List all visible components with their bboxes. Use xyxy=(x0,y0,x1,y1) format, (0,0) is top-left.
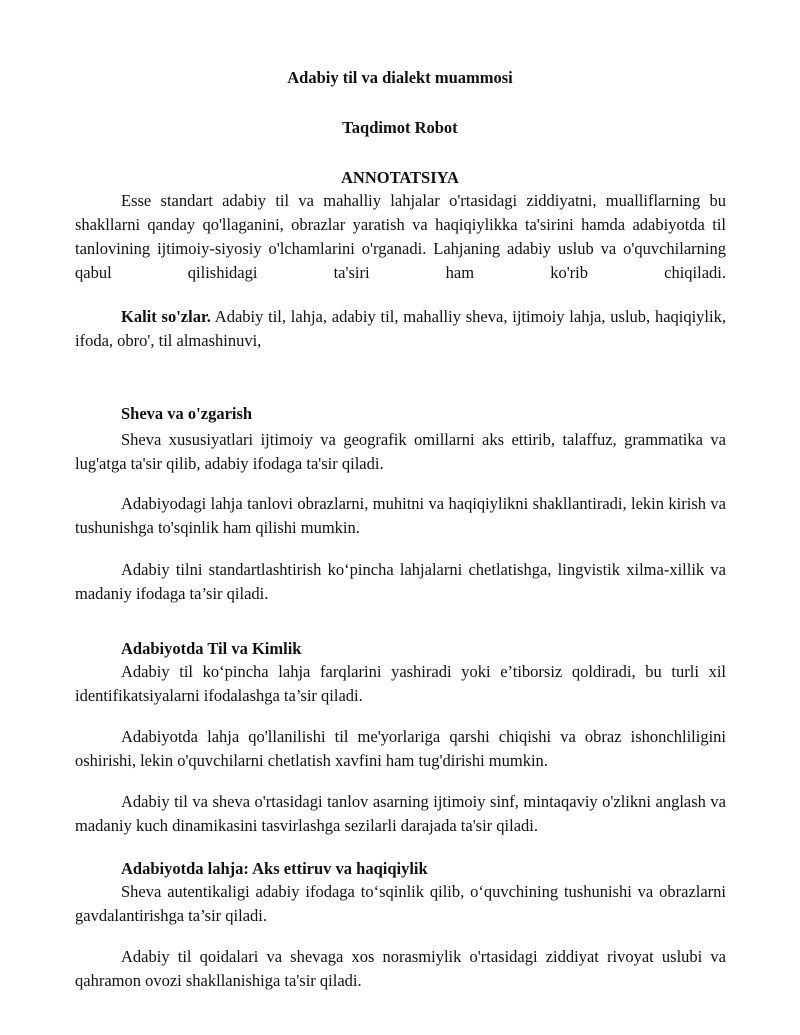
section-paragraph: Adabiy til ko‘pincha lahja farqlarini yashiradi yoki e’tiborsiz qoldiradi, bu turli xil identifikatsiyalarni ifodalashga ta’sir qiladi. xyxy=(75,662,726,705)
document-title: Adabiy til va dialekt muammosi xyxy=(287,68,513,87)
section-heading: Adabiyotda Til va Kimlik xyxy=(121,639,302,658)
document-author: Taqdimot Robot xyxy=(342,118,458,137)
section-paragraph: Sheva xususiyatlari ijtimoiy va geografik omillarni aks ettirib, talaffuz, grammatika va lug'atga ta'sir qilib, adabiy ifodaga ta'sir qiladi. xyxy=(75,430,726,473)
keywords-text: Adabiy til, lahja, adabiy til, mahalliy sheva, ijtimoiy lahja, uslub, haqiqiylik, ifoda, obro', til almashinuvi, xyxy=(75,307,726,350)
annotation-heading: ANNOTATSIYA xyxy=(341,168,459,187)
section-paragraph: Sheva autentikaligi adabiy ifodaga to‘sqinlik qilib, o‘quvchining tushunishi va obrazlarni gavdalantirishga ta’sir qiladi. xyxy=(75,882,726,925)
section-paragraph: Adabiyodagi lahja tanlovi obrazlarni, muhitni va haqiqiylikni shakllantiradi, lekin kirish va tushunishga to'sqinlik ham qilishi mumkin. xyxy=(75,494,726,537)
section-heading: Adabiyotda lahja: Aks ettiruv va haqiqiylik xyxy=(121,859,428,878)
section-paragraph: Adabiy tilni standartlashtirish ko‘pincha lahjalarni chetlatishga, lingvistik xilma-xillik va madaniy ifodaga ta’sir qiladi. xyxy=(75,560,726,603)
keywords-label: Kalit so'zlar. xyxy=(121,307,211,326)
section-paragraph: Adabiy til va sheva o'rtasidagi tanlov asarning ijtimoiy sinf, mintaqaviy o'zlikni anglash va madaniy kuch dinamikasini tasvirlashga sezilarli darajada ta'sir qiladi. xyxy=(75,792,726,835)
section-heading: Sheva va o'zgarish xyxy=(121,404,253,423)
annotation-text: Esse standart adabiy til va mahalliy lahjalar o'rtasidagi ziddiyatni, mualliflarning bu shakllarni qanday qo'llaganini, obrazlar yaratish va haqiqiylikka ta'sirini hamda adabiyotda til tanlovining ijtimoiy-siyosiy o'lchamlarini o'rganadi. Lahjaning adabiy uslub va o'quvchilarning qabul qilishidagi ta'siri ham ko'rib chiqiladi. xyxy=(75,191,726,282)
section-paragraph: Adabiyotda lahja qo'llanilishi til me'yorlariga qarshi chiqishi va obraz ishonchliligini oshirishi, lekin o'quvchilarni chetlatish xavfini ham tug'dirishi mumkin. xyxy=(75,727,726,770)
keywords-paragraph xyxy=(75,305,726,353)
section-paragraph: Adabiy til qoidalari va shevaga xos norasmiylik o'rtasidagi ziddiyat rivoyat uslubi va qahramon ovozi shakllanishiga ta'sir qiladi. xyxy=(75,947,726,990)
